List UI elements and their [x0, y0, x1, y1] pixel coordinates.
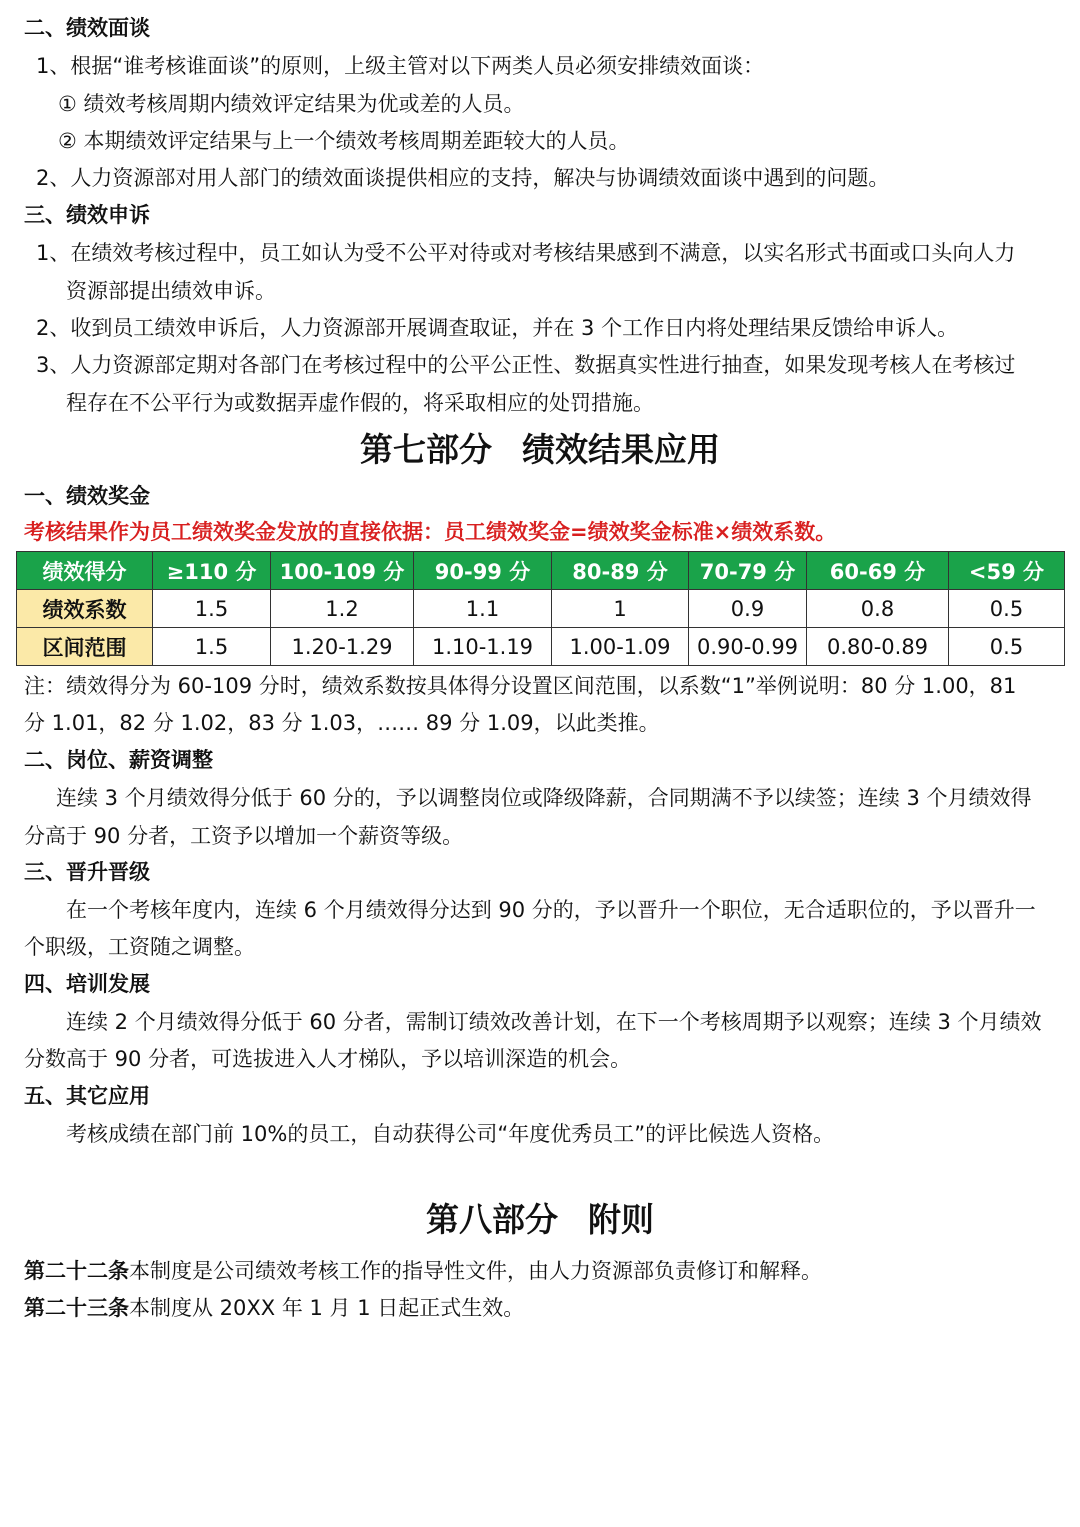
table-cell: 1.10-1.19	[414, 628, 552, 666]
table-cell: 1	[552, 590, 689, 628]
table-cell: <59 分	[949, 552, 1065, 590]
table-cell: ≥110 分	[153, 552, 271, 590]
appeal-heading: 三、绩效申诉	[24, 203, 150, 227]
appeal-item-2: 2、收到员工绩效申诉后，人力资源部开展调查取证，并在 3 个工作日内将处理结果反馈给申诉人。	[36, 316, 959, 340]
bonus-formula: 考核结果作为员工绩效奖金发放的直接依据：员工绩效奖金=绩效奖金标准×绩效系数。	[24, 520, 837, 544]
table-cell: 1.5	[153, 590, 271, 628]
part8-title	[0, 1198, 1080, 1242]
interview-subitem-2: ② 本期绩效评定结果与上一个绩效考核周期差距较大的人员。	[58, 129, 630, 153]
note-line-2: 分 1.01，82 分 1.02，83 分 1.03，…… 89 分 1.09，以此类推。	[24, 711, 660, 735]
coefficient-table	[16, 551, 1065, 666]
other-line-1: 考核成绩在部门前 10%的员工，自动获得公司“年度优秀员工”的评比候选人资格。	[66, 1122, 835, 1146]
part7-title	[0, 428, 1080, 472]
table-cell: 1.20-1.29	[271, 628, 414, 666]
appeal-item-3-line-1: 3、人力资源部定期对各部门在考核过程中的公平公正性、数据真实性进行抽查，如果发现考核人在考核过	[36, 353, 1016, 377]
article-23-label: 第二十三条	[24, 1296, 129, 1320]
position-heading: 二、岗位、薪资调整	[24, 748, 213, 772]
appeal-item-1-line-1: 1、在绩效考核过程中，员工如认为受不公平对待或对考核结果感到不满意，以实名形式书面或口头向人力	[36, 241, 1016, 265]
training-line-1: 连续 2 个月绩效得分低于 60 分者，需制订绩效改善计划，在下一个考核周期予以观察；连续 3 个月绩效	[66, 1010, 1042, 1034]
interview-heading: 二、绩效面谈	[24, 16, 150, 40]
part8-number: 第八部分	[426, 1200, 558, 1239]
interview-item-1: 1、根据“谁考核谁面谈”的原则，上级主管对以下两类人员必须安排绩效面谈：	[36, 54, 765, 78]
table-cell: 0.5	[949, 628, 1065, 666]
table-cell: 1.1	[414, 590, 552, 628]
article-23-text: 本制度从 20XX 年 1 月 1 日起正式生效。	[129, 1296, 525, 1320]
table-cell: 0.90-0.99	[689, 628, 807, 666]
table-cell: 0.80-0.89	[807, 628, 949, 666]
part8-name: 附则	[588, 1200, 654, 1239]
table-header-row	[17, 552, 1065, 590]
bonus-heading: 一、绩效奖金	[24, 484, 150, 508]
table-cell: 0.9	[689, 590, 807, 628]
promotion-line-1: 在一个考核年度内，连续 6 个月绩效得分达到 90 分的，予以晋升一个职位，无合适职位的，予以晋升一	[66, 898, 1036, 922]
position-line-2: 分高于 90 分者，工资予以增加一个薪资等级。	[24, 824, 464, 848]
table-cell: 80-89 分	[552, 552, 689, 590]
interview-subitem-1: ① 绩效考核周期内绩效评定结果为优或差的人员。	[58, 92, 525, 116]
training-line-2: 分数高于 90 分者，可选拔进入人才梯队，予以培训深造的机会。	[24, 1047, 632, 1071]
table-cell: 0.5	[949, 590, 1065, 628]
appeal-item-3-line-2: 程存在不公平行为或数据弄虚作假的，将采取相应的处罚措施。	[66, 391, 654, 415]
other-heading: 五、其它应用	[24, 1084, 150, 1108]
article-22-text: 本制度是公司绩效考核工作的指导性文件，由人力资源部负责修订和解释。	[129, 1259, 822, 1283]
table-cell: 1.5	[153, 628, 271, 666]
promotion-line-2: 个职级，工资随之调整。	[24, 935, 255, 959]
part7-number: 第七部分	[360, 430, 492, 469]
article-23	[24, 1293, 524, 1323]
table-cell: 60-69 分	[807, 552, 949, 590]
table-row	[17, 590, 1065, 628]
appeal-item-1-line-2: 资源部提出绩效申诉。	[66, 279, 276, 303]
interview-item-2: 2、人力资源部对用人部门的绩效面谈提供相应的支持，解决与协调绩效面谈中遇到的问题。	[36, 166, 890, 190]
table-cell: 100-109 分	[271, 552, 414, 590]
promotion-heading: 三、晋升晋级	[24, 860, 150, 884]
training-heading: 四、培训发展	[24, 972, 150, 996]
part7-name: 绩效结果应用	[522, 430, 720, 469]
table-cell: 0.8	[807, 590, 949, 628]
table-cell: 90-99 分	[414, 552, 552, 590]
table-cell: 70-79 分	[689, 552, 807, 590]
article-22	[24, 1256, 822, 1286]
table-row-label: 区间范围	[17, 628, 153, 666]
note-line-1: 注：绩效得分为 60-109 分时，绩效系数按具体得分设置区间范围，以系数“1”举例说明：80 分 1.00，81	[24, 674, 1017, 698]
table-row	[17, 628, 1065, 666]
article-22-label: 第二十二条	[24, 1259, 129, 1283]
table-cell: 1.2	[271, 590, 414, 628]
table-row-label: 绩效系数	[17, 590, 153, 628]
table-cell: 绩效得分	[17, 552, 153, 590]
table-cell: 1.00-1.09	[552, 628, 689, 666]
position-line-1: 连续 3 个月绩效得分低于 60 分的，予以调整岗位或降级降薪，合同期满不予以续签；连续 3 个月绩效得	[56, 786, 1032, 810]
